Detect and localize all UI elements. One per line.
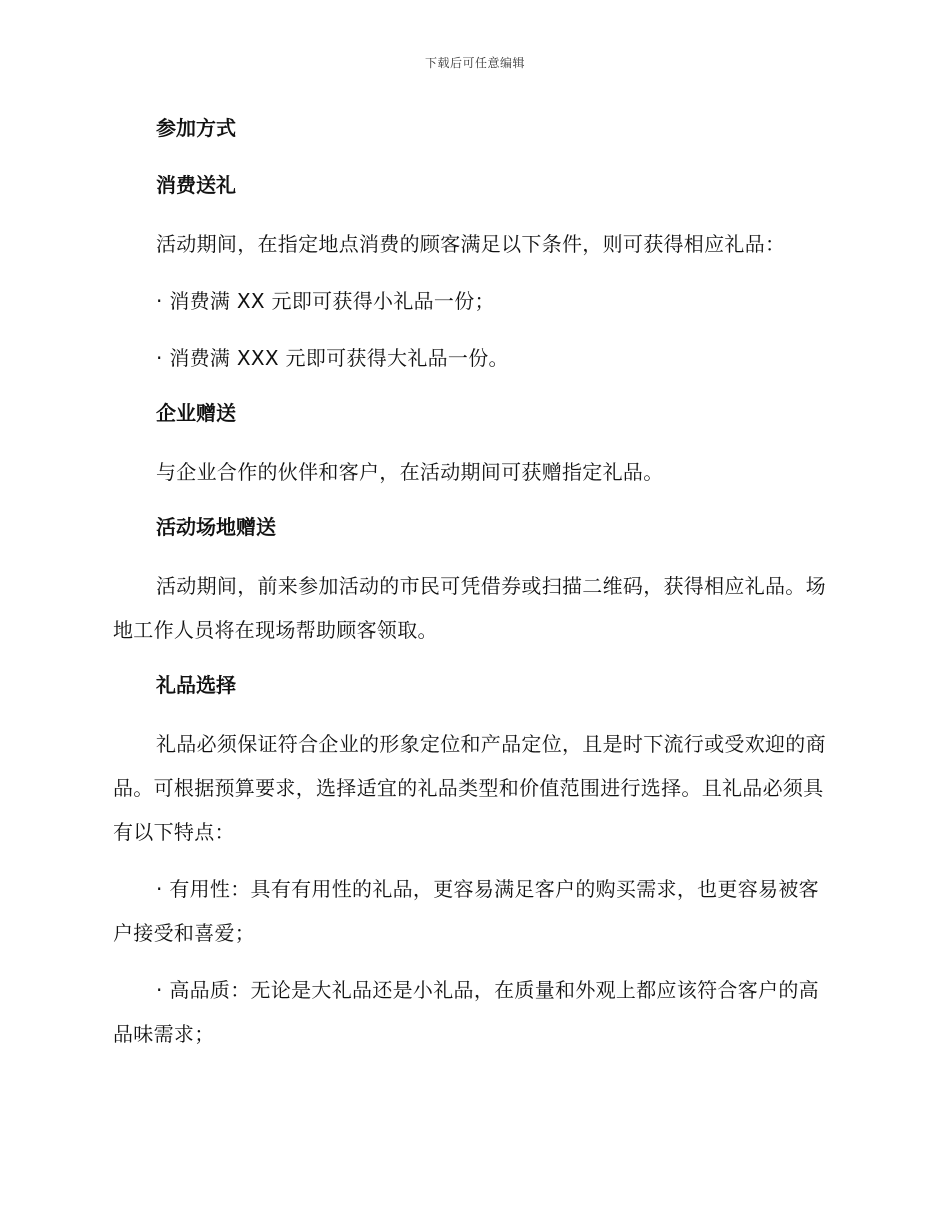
paragraph-enterprise: 与企业合作的伙伴和客户，在活动期间可获赠指定礼品。 xyxy=(156,460,664,484)
heading-participation: 参加方式 xyxy=(156,116,236,140)
page-header: 下载后可任意编辑 xyxy=(424,56,525,70)
paragraph-venue: 活动期间，前来参加活动的市民可凭借券或扫描二维码，获得相应礼品。场地工作人员将在现场帮助顾客领取。 xyxy=(113,574,826,642)
bullet-usefulness: · 有用性：具有有用性的礼品，更容易满足客户的购买需求，也更容易被客户接受和喜爱； xyxy=(113,877,819,945)
document-body xyxy=(113,108,831,1069)
paragraph-consumption-intro: 活动期间，在指定地点消费的顾客满足以下条件，则可获得相应礼品： xyxy=(156,232,786,256)
bullet-big-gift: · 消费满 XXX 元即可获得大礼品一份。 xyxy=(156,346,509,370)
bullet-high-quality: · 高品质：无论是大礼品还是小礼品，在质量和外观上都应该符合客户的高品味需求； xyxy=(113,978,819,1046)
heading-venue: 活动场地赠送 xyxy=(156,515,276,539)
bullet-small-gift: · 消费满 XX 元即可获得小礼品一份； xyxy=(156,289,495,313)
heading-consumption: 消费送礼 xyxy=(156,173,236,197)
paragraph-gift-selection: 礼品必须保证符合企业的形象定位和产品定位，且是时下流行或受欢迎的商品。可根据预算要求，选择适宜的礼品类型和价值范围进行选择。且礼品必须具有以下特点： xyxy=(113,732,826,844)
heading-gift-selection: 礼品选择 xyxy=(156,673,236,697)
heading-enterprise: 企业赠送 xyxy=(156,401,236,425)
